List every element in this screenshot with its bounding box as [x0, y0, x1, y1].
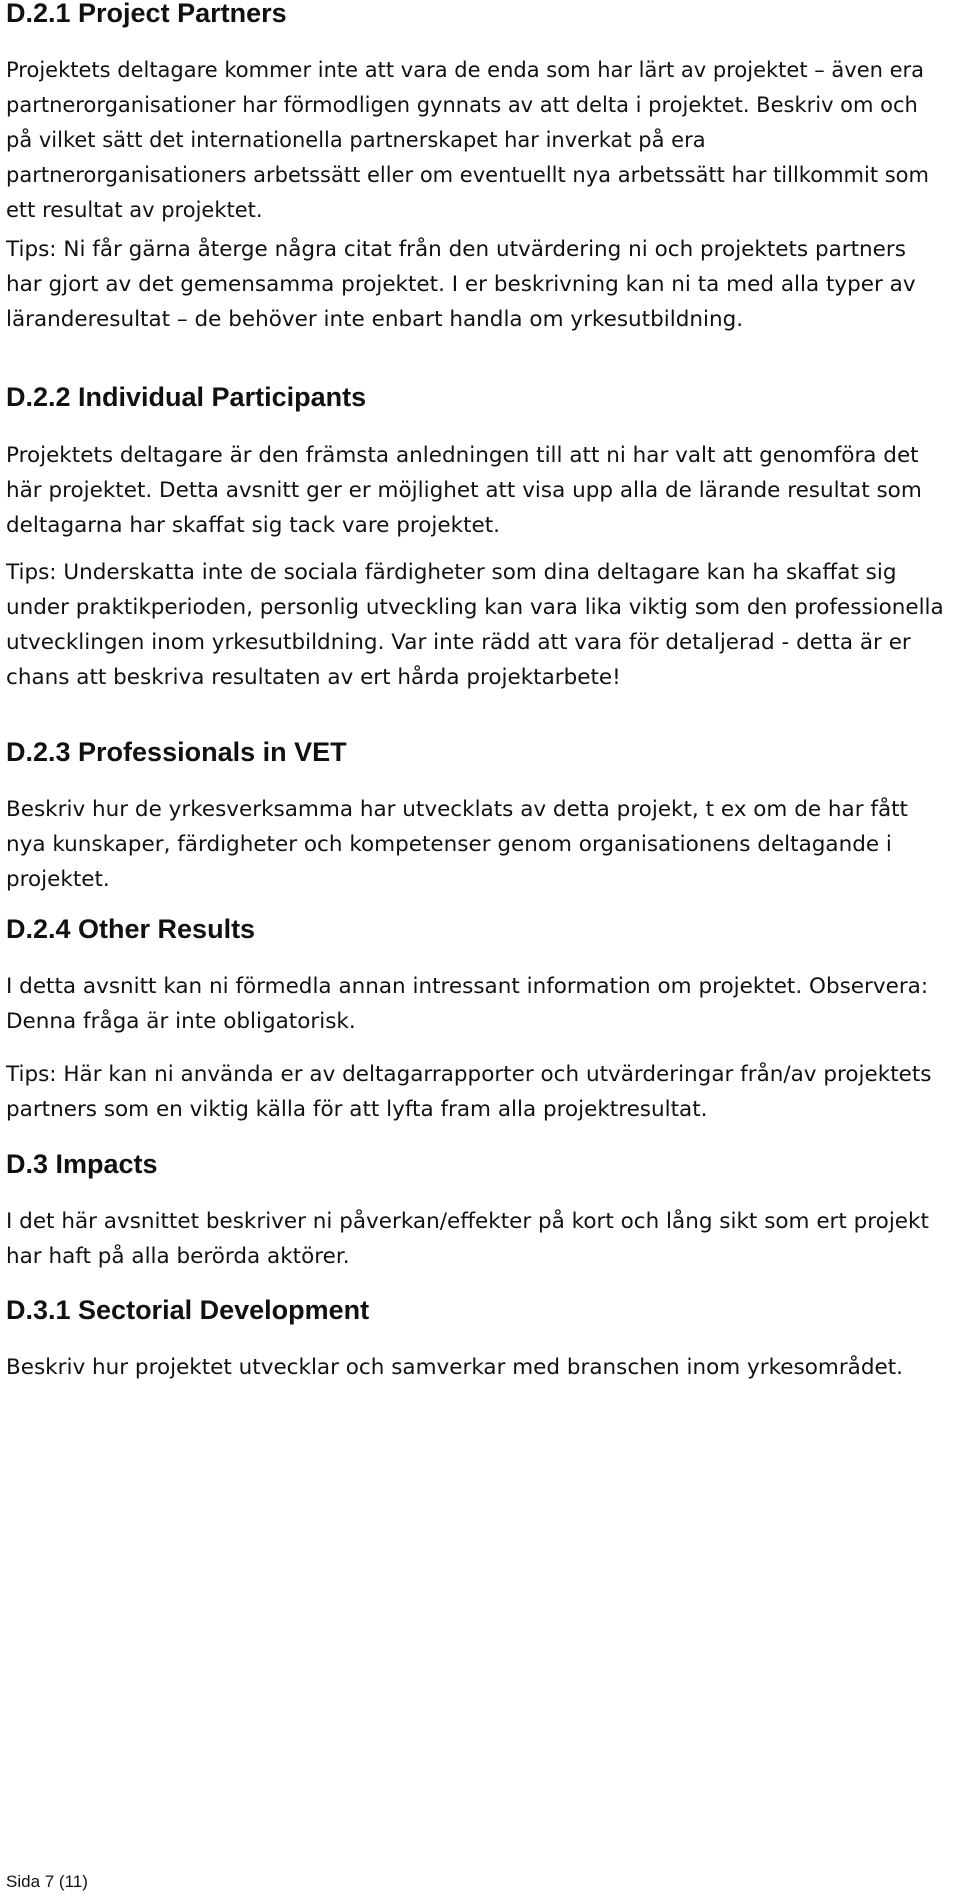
section-paragraph: Projektets deltagare kommer inte att vara de enda som har lärt av projektet – även era partnerorganisationer har förmodligen gynnats av att delta i projektet. Beskriv om och på vilket sätt det internationella partnerskapet har inverkat på era partnerorganisationers arbetssätt eller om eventuellt nya arbetssätt har tillkommit som ett resultat av projektet. — [6, 58, 929, 222]
section-paragraph: I det här avsnittet beskriver ni påverkan/effekter på kort och lång sikt som ert projekt har haft på alla berörda aktörer. — [6, 1209, 929, 1269]
section-heading-d-3-1: D.3.1 Sectorial Development — [6, 1295, 370, 1325]
page-number: Sida 7 (11) — [6, 1872, 88, 1891]
section-heading-d-2-2: D.2.2 Individual Participants — [6, 382, 367, 412]
section-heading-d-2-4: D.2.4 Other Results — [6, 914, 256, 944]
section-paragraph: Beskriv hur projektet utvecklar och samverkar med branschen inom yrkesområdet. — [6, 1355, 903, 1380]
section-paragraph: Tips: Här kan ni använda er av deltagarrapporter och utvärderingar från/av projektets partners som en viktig källa för att lyfta fram alla projektresultat. — [6, 1062, 932, 1122]
section-heading-d-3: D.3 Impacts — [6, 1149, 158, 1179]
section-paragraph: Tips: Underskatta inte de sociala färdigheter som dina deltagare kan ha skaffat sig under praktikperioden, personlig utveckling kan vara lika viktig som den professionella utvecklingen inom yrkesutbildning. Var inte rädd att vara för detaljerad - detta är er chans att beskriva resultaten av ert hårda projektarbete! — [6, 560, 944, 690]
section-heading-d-2-3: D.2.3 Professionals in VET — [6, 737, 347, 767]
section-paragraph: I detta avsnitt kan ni förmedla annan intressant information om projektet. Observera: Denna fråga är inte obligatorisk. — [6, 974, 929, 1034]
section-paragraph: Beskriv hur de yrkesverksamma har utvecklats av detta projekt, t ex om de har fått nya kunskaper, färdigheter och kompetenser genom organisationens deltagande i projektet. — [6, 797, 908, 892]
section-paragraph: Tips: Ni får gärna återge några citat från den utvärdering ni och projektets partners har gjort av det gemensamma projektet. I er beskrivning kan ni ta med alla typer av läranderesultat – de behöver inte enbart handla om yrkesutbildning. — [6, 237, 916, 332]
section-paragraph: Projektets deltagare är den främsta anledningen till att ni har valt att genomföra det här projektet. Detta avsnitt ger er möjlighet att visa upp alla de lärande resultat som deltagarna har skaffat sig tack vare projektet. — [6, 443, 922, 538]
section-heading-d-2-1: D.2.1 Project Partners — [6, 0, 287, 28]
